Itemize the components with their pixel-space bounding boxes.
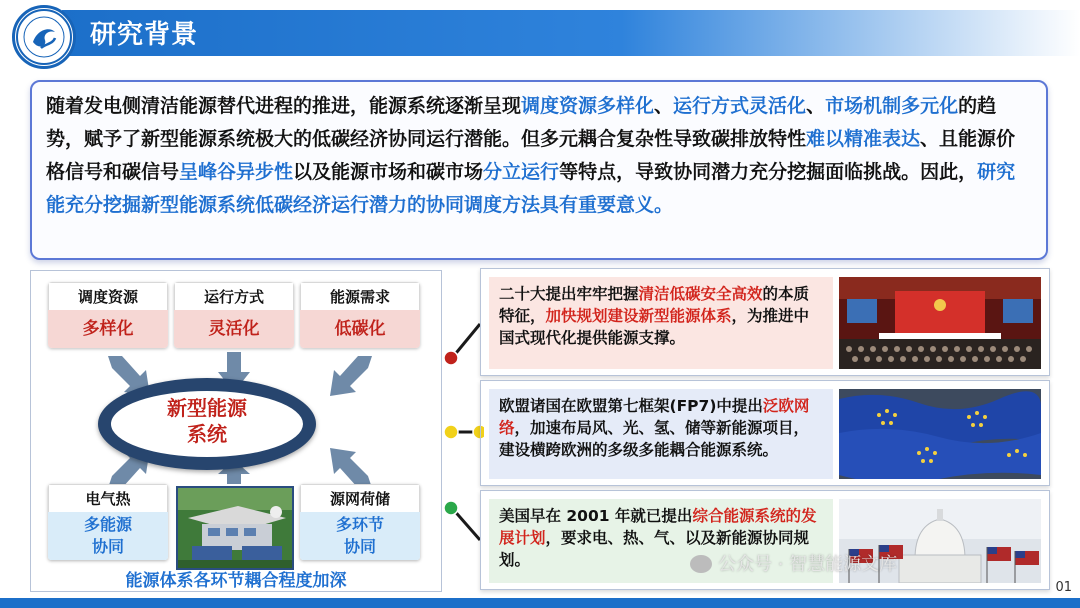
china-policy-card [480,268,1050,376]
congress-hall-photo [839,277,1041,369]
category-label: 运行方式 [174,282,294,310]
card-text-part: ，为推进中国式现代化提供能源支撑。 [499,307,810,347]
card-text-part: 美国早在 2001 年就已提出 [499,507,693,525]
category-dispatch-resources [48,282,168,348]
intro-paragraph [46,90,1032,222]
page-number: 01 [1055,580,1072,595]
node-value-line1: 多能源 [83,515,132,534]
connector-lines [440,300,484,550]
intro-text: 、 [806,95,826,117]
node-value [300,512,420,560]
watermark [690,550,897,576]
card-text-part: ，加速布局风、光、氢、储等新能源项目，建设横跨欧洲的多级多能耦合能源系统。 [499,419,810,459]
intro-text: 随着发电侧清洁能源替代进程的推进，能源系统逐渐呈现 [46,95,522,117]
card-text-part: ，要求电、热、气、以及新能源协同规划。 [499,529,810,569]
title-bar [62,10,1080,56]
category-value: 低碳化 [300,310,420,348]
center-label [98,395,316,447]
card-highlight: 综合能源系统的发展计划 [499,507,817,547]
category-operation-mode [174,282,294,348]
category-value: 灵活化 [174,310,294,348]
category-label: 能源需求 [300,282,420,310]
center-label-line1: 新型能源 [167,396,247,420]
page-title: 研究背景 [90,20,199,50]
node-value-line2: 协同 [91,537,124,556]
card-highlight: 泛欧网络 [499,397,810,437]
card-highlight: 加快规划建设新型能源体系 [545,307,732,325]
intro-text: 、 [654,95,674,117]
energy-plant-image [176,486,294,570]
watermark-text: 公众号 · 智慧能源文库 [718,554,898,575]
card-text-part: 的本质特征， [499,285,810,325]
node-multi-energy [48,484,168,560]
node-source-grid-load-storage [300,484,420,560]
card-text [489,277,833,369]
card-text [489,389,833,479]
card-highlight: 清洁低碳安全高效 [638,285,763,303]
intro-highlight: 难以精准表达 [806,128,921,150]
node-label: 源网荷储 [300,484,420,512]
eu-flags-photo [839,389,1041,479]
center-label-line2: 系统 [187,422,227,446]
intro-text: 以及能源市场和碳市场 [293,161,484,183]
green-dot-icon [444,501,458,515]
node-value [48,512,168,560]
intro-highlight: 调度资源多样化 [521,95,655,117]
footer-bar [0,598,1080,608]
intro-highlight: 分立运行 [483,161,560,183]
node-value-line2: 协同 [343,537,376,556]
category-energy-demand [300,282,420,348]
intro-text: 、且能源价格信号和碳信号 [46,128,1016,183]
intro-highlight: 呈峰谷异步性 [179,161,294,183]
card-text-part: 欧盟诸国在欧盟第七框架(FP7)中提出 [499,397,763,415]
eu-policy-card [480,380,1050,486]
intro-box [30,80,1048,260]
intro-highlight: 市场机制多元化 [825,95,959,117]
yellow-dot-icon [444,425,458,439]
node-value-line1: 多环节 [335,515,384,534]
wechat-icon [690,555,712,573]
node-label: 电气热 [48,484,168,512]
university-logo [12,5,76,69]
category-label: 调度资源 [48,282,168,310]
intro-highlight: 运行方式灵活化 [673,95,807,117]
red-dot-icon [444,351,458,365]
intro-text: 的趋势，赋予了新型能源系统极大的低碳经济协同运行潜能。但多元耦合复杂性导致碳排放特性 [46,95,997,150]
arrow-down-left-icon [320,352,380,402]
card-text-part: 二十大提出牢牢把握 [499,285,639,303]
intro-highlight: 研究能充分挖掘新型能源系统低碳经济运行潜力的协同调度方法具有重要意义。 [46,161,1016,216]
diagram-caption: 能源体系各环节耦合程度加深 [125,571,347,591]
category-value: 多样化 [48,310,168,348]
intro-text: 等特点，导致协同潜力充分挖掘面临挑战。因此， [559,161,978,183]
